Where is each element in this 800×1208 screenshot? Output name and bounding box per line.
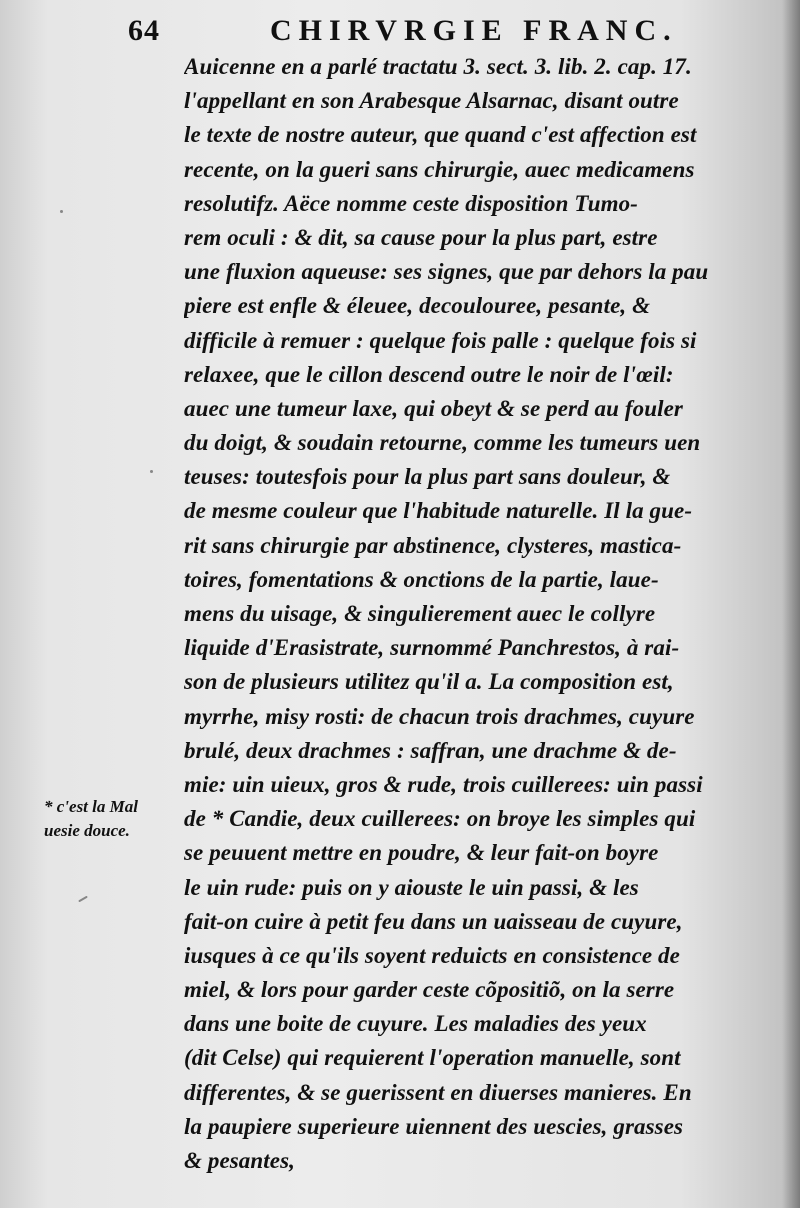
text-line: brulé, deux drachmes : saffran, une drachme & de-	[184, 737, 677, 763]
text-line: le texte de nostre auteur, que quand c'est affection est	[184, 122, 697, 148]
paper-speck	[60, 210, 63, 213]
text-line: mie: uin uieux, gros & rude, trois cuillerees: uin passi	[184, 771, 703, 797]
paper-speck	[150, 470, 153, 473]
text-line: teuses: toutesfois pour la plus part sans douleur, &	[184, 464, 671, 490]
body-text	[184, 50, 780, 1178]
text-line: toires, fomentations & onctions de la partie, laue-	[184, 566, 659, 592]
text-line: se peuuent mettre en poudre, & leur fait-on boyre	[184, 840, 659, 866]
text-line: son de plusieurs utilitez qu'il a. La composition est,	[184, 669, 674, 695]
text-line: dans une boite de cuyure. Les maladies des yeux	[184, 1011, 647, 1037]
text-line: differentes, & se guerissent en diuerses manieres. En	[184, 1079, 692, 1105]
text-line: (dit Celse) qui requierent l'operation manuelle, sont	[184, 1045, 681, 1071]
text-line: miel, & lors pour garder ceste cõpositiõ, on la serre	[184, 977, 675, 1003]
marginal-note-line: * c'est la Mal	[44, 797, 138, 816]
text-line: du doigt, & soudain retourne, comme les tumeurs uen	[184, 430, 701, 456]
text-line: myrrhe, misy rosti: de chacun trois drachmes, cuyure	[184, 703, 695, 729]
text-line: le uin rude: puis on y aiouste le uin passi, & les	[184, 874, 639, 900]
text-line: fait-on cuire à petit feu dans un uaisseau de cuyure,	[184, 908, 683, 934]
text-line: piere est enfle & éleuee, decoulouree, pesante, &	[184, 293, 651, 319]
text-line: rem oculi : & dit, sa cause pour la plus part, estre	[184, 224, 658, 250]
text-line: de mesme couleur que l'habitude naturelle. Il la gue-	[184, 498, 693, 524]
text-line: une fluxion aqueuse: ses signes, que par dehors la pau	[184, 259, 709, 285]
text-line: resolutifz. Aëce nomme ceste disposition Tumo-	[184, 190, 638, 216]
paper-speck	[78, 896, 88, 903]
text-line: l'appellant en son Arabesque Alsarnac, disant outre	[184, 88, 679, 114]
text-line: rit sans chirurgie par abstinence, clysteres, mastica-	[184, 532, 682, 558]
text-line: iusques à ce qu'ils soyent reduicts en consistence de	[184, 942, 680, 968]
text-line: relaxee, que le cillon descend outre le noir de l'œil:	[184, 361, 674, 387]
text-line: mens du uisage, & singulierement auec le collyre	[184, 601, 656, 626]
text-line: la paupiere superieure uiennent des uescies, grasses	[184, 1113, 684, 1139]
text-line: & pesantes,	[184, 1148, 295, 1173]
text-line: de * Candie, deux cuillerees: on broye les simples qui	[184, 806, 696, 832]
text-line: auec une tumeur laxe, qui obeyt & se perd au fouler	[184, 395, 683, 421]
text-line: Auicenne en a parlé tractatu 3. sect. 3. lib. 2. cap. 17.	[184, 54, 692, 79]
marginal-note	[44, 795, 174, 843]
marginal-note-line: uesie douce.	[44, 821, 130, 840]
page-header	[120, 8, 800, 48]
text-line: liquide d'Erasistrate, surnommé Panchrestos, à rai-	[184, 635, 680, 661]
text-line: recente, on la gueri sans chirurgie, auec medicamens	[184, 156, 695, 182]
running-title: CHIRVRGIE FRANC.	[270, 14, 678, 47]
page-edge-shadow	[782, 0, 800, 1208]
page-number: 64	[128, 14, 160, 47]
text-line: difficile à remuer : quelque fois palle : quelque fois si	[184, 327, 697, 353]
